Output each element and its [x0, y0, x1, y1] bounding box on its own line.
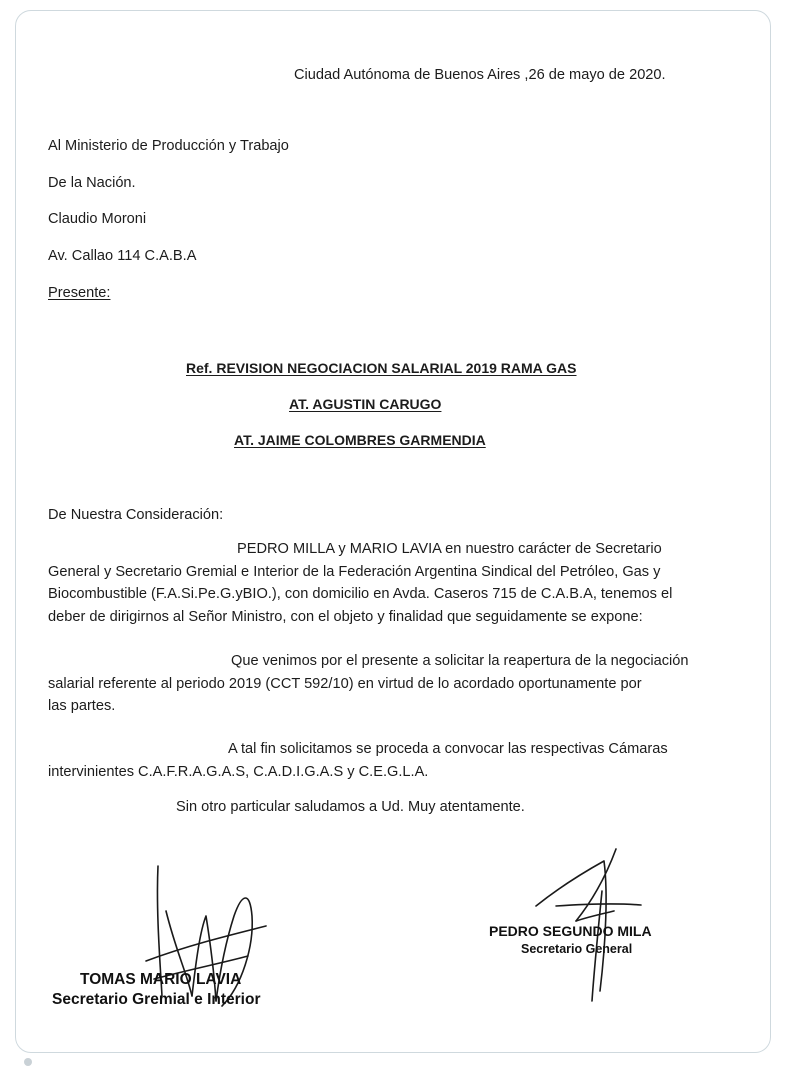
place-date: Ciudad Autónoma de Buenos Aires ,26 de mayo de 2020. [294, 67, 666, 83]
paragraph-1-row-1: PEDRO MILLA y MARIO LAVIA en nuestro carácter de Secretario [237, 541, 662, 557]
letter-page [16, 11, 771, 1053]
ref-line-3: AT. JAIME COLOMBRES GARMENDIA [234, 432, 486, 448]
recipient-line-4: Av. Callao 114 C.A.B.A [48, 248, 197, 264]
right-signatory-name: PEDRO SEGUNDO MILA [489, 923, 652, 939]
recipient-line-1: Al Ministerio de Producción y Trabajo [48, 138, 289, 154]
salutation: De Nuestra Consideración: [48, 507, 224, 523]
paragraph-1-row-3: Biocombustible (F.A.Si.Pe.G.yBIO.), con domicilio en Avda. Caseros 715 de C.A.B.A, tenemos el [48, 586, 673, 602]
paragraph-2-row-1: Que venimos por el presente a solicitar la reapertura de la negociación [231, 653, 689, 669]
left-signatory-name: TOMAS MARIO LAVIA [80, 971, 242, 988]
recipient-line-3: Claudio Moroni [48, 211, 147, 227]
closing-line: Sin otro particular saludamos a Ud. Muy atentamente. [176, 799, 525, 815]
recipient-line-2: De la Nación. [48, 175, 136, 191]
paragraph-2 [48, 650, 748, 718]
signatures-drawing [16, 11, 771, 1053]
ref-line-2: AT. AGUSTIN CARUGO [289, 396, 442, 412]
paragraph-3-row-1: A tal fin solicitamos se proceda a convocar las respectivas Cámaras [228, 741, 668, 757]
paragraph-2-row-3: las partes. [48, 698, 116, 714]
paragraph-3-row-2: intervinientes C.A.F.R.A.G.A.S, C.A.D.I.G.A.S y C.E.G.L.A. [48, 763, 429, 780]
avatar-dot [24, 1058, 32, 1066]
paragraph-1-row-2: General y Secretario Gremial e Interior de la Federación Argentina Sindical del Petróleo, Gas y [48, 563, 661, 580]
paragraph-1 [48, 538, 748, 628]
right-signatory-title: Secretario General [521, 942, 633, 956]
paragraph-1-row-4: deber de dirigirnos al Señor Ministro, con el objeto y finalidad que seguidamente se expone: [48, 608, 643, 625]
document-card [15, 10, 771, 1053]
paragraph-3 [48, 738, 748, 783]
left-signatory-title: Secretario Gremial e Interior [52, 991, 261, 1008]
paragraph-2-row-2: salarial referente al periodo 2019 (CCT 592/10) en virtud de lo acordado oportunamente por [48, 675, 642, 692]
presente-label: Presente: [48, 285, 111, 301]
ref-line-1: Ref. REVISION NEGOCIACION SALARIAL 2019 RAMA GAS [186, 360, 577, 376]
